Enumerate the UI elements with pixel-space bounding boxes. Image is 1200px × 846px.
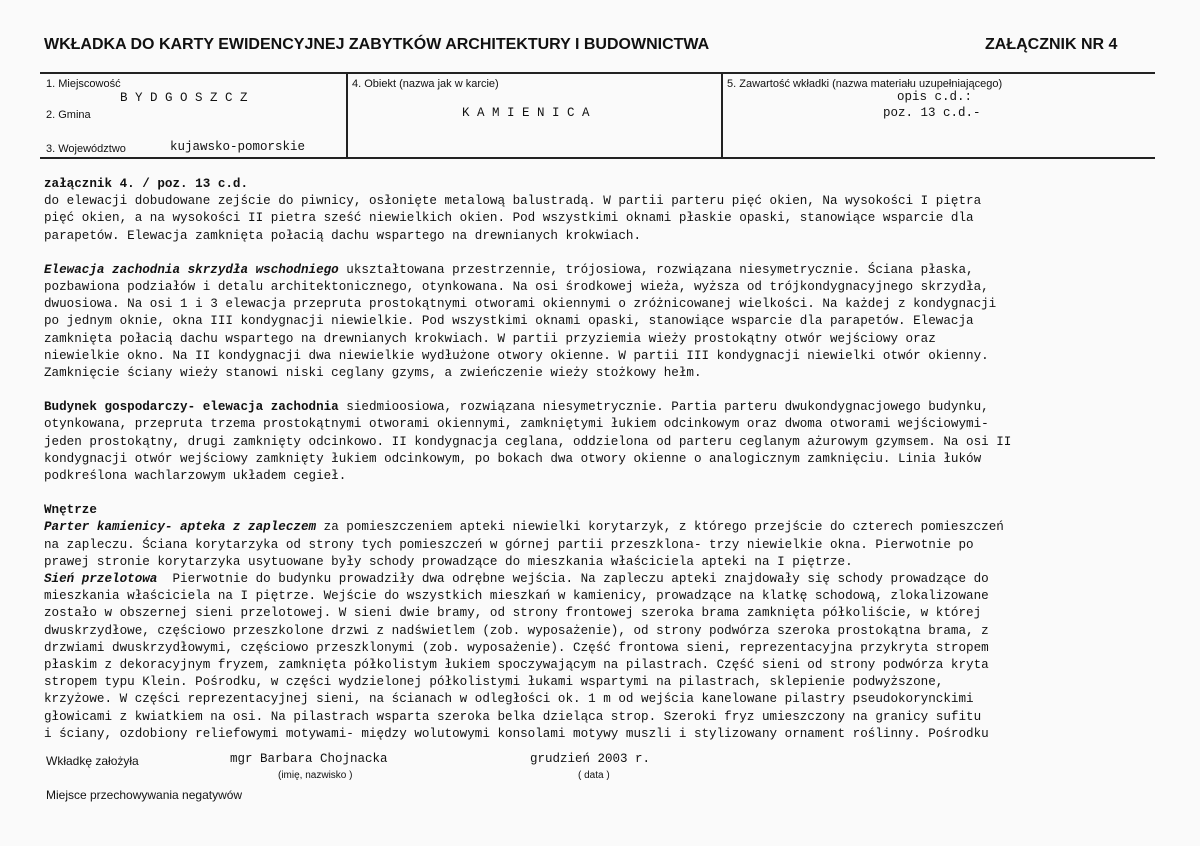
page-title: WKŁADKA DO KARTY EWIDENCYJNEJ ZABYTKÓW ARCHITEKTURY I BUDOWNICTWA (44, 36, 710, 53)
description-body (44, 176, 1174, 743)
section-heading: Elewacja zachodnia skrzydła wschodniego (44, 262, 339, 277)
text-line: otynkowana, przepruta trzema prostokątnymi otworami okiennymi, zamkniętymi łukiem odcinkowym oraz dwoma otworami wejściowymi- (44, 417, 989, 432)
text-line: dwuosiowa. Na osi 1 i 3 elewacja przepruta prostokątnymi otworami okiennymi o zróżnicowanej wielkości. Na każdej z kondygnacji (44, 297, 997, 312)
text-line: drzwiami dwuskrzydłowymi, częściowo przeszklonymi (zob. wyposażenie). Część frontowa sieni, reprezentacyjna przykryta stropem (44, 640, 989, 655)
section-heading: Budynek gospodarczy- elewacja zachodnia (44, 400, 339, 415)
text-line: Sień przelotowa Pierwotnie do budynku prowadziły dwa odrębne wejścia. Na zapleczu apteki znajdowały się schody prowadzące do (44, 572, 989, 587)
text-line: zostało w obszernej sieni przelotowej. W sieni dwie bramy, od strony frontowej szeroka brama zamknięta półkoliście, w której (44, 606, 982, 621)
text-line: krzyżowe. W części reprezentacyjnej sieni, na ścianach w odległości ok. 1 m od wejścia kanelowane pilastry pseudokorynckimi (44, 692, 974, 707)
author-value: mgr Barbara Chojnacka (230, 752, 388, 766)
text-line: Budynek gospodarczy- elewacja zachodnia siedmioosiowa, rozwiązana niesymetrycznie. Partia parteru dwukondygnacjowego budynku, (44, 400, 989, 415)
voivodeship-value: kujawsko-pomorskie (170, 140, 306, 154)
author-hint: (imię, nazwisko ) (278, 770, 353, 781)
text-line: Elewacja zachodnia skrzydła wschodniego ukształtowana przestrzennie, trójosiowa, rozwiązana niesymetrycznie. Ściana płaska, (44, 262, 974, 277)
form-bottom-rule (40, 157, 1155, 159)
author-label: Wkładkę założyła (46, 754, 139, 768)
text-line: płaskim z dekoracyjnym fryzem, zamknięta półkolistym łukiem spoczywającym na pilastrach. Część sieni od strony podwórza kryta (44, 658, 989, 673)
storage-label: Miejsce przechowywania negatywów (46, 788, 243, 802)
object-label: 4. Obiekt (nazwa jak w karcie) (352, 78, 499, 90)
text-line: mieszkania właściciela na I piętrze. Wejście do wszystkich mieszkań w kamienicy, prowadzące na klatkę schodową, zlokalizowane (44, 589, 989, 604)
text-line: Zamknięcie ściany wieży stanowi niski ceglany gzyms, a zwieńczenie wieży stożkowy hełm. (44, 366, 702, 381)
content-value-1: opis c.d.: (897, 90, 973, 104)
section-heading: załącznik 4. / poz. 13 c.d. (44, 177, 249, 191)
form-divider-2 (721, 73, 723, 158)
text-line: zamknięta połacią dachu wspartego na drewnianych krokwiach. W partii przyziemia wieży prostokątny otwór wejściowy oraz (44, 331, 936, 346)
subsection-heading: Parter kamienicy- apteka z zapleczem (44, 520, 317, 535)
text-line: i ściany, ozdobiony reliefowymi motywami- między wolutowymi konsolami motywy muszli i stylizowany ornament roślinny. Pośrodku (44, 726, 989, 741)
text-line: parapetów. Elewacja zamknięta połacią dachu wspartego na drewnianych krokwiach. (44, 228, 642, 243)
content-label: 5. Zawartość wkładki (nazwa materiału uzupełniającego) (727, 78, 1003, 90)
content-value-2: poz. 13 c.d.- (883, 106, 981, 120)
text-line: dwuskrzydłowe, częściowo przeszkolone drzwi z nadświetlem (zob. wyposażenie), od strony podwórza szeroka prostokątna brama, z (44, 623, 989, 638)
text-line: pozbawiona podziałów i detalu architektonicznego, otynkowana. Na osi środkowej wieża, wyższa od trójkondygnacyjnego skrzydła, (44, 280, 989, 295)
text-line: prawej stronie korytarzyka usytuowane były schody prowadzące do mieszkania właściciela apteki na I piętrze. (44, 554, 853, 569)
annex-number: ZAŁĄCZNIK NR 4 (985, 36, 1118, 53)
locality-label: 1. Miejscowość (46, 78, 121, 90)
text-line: jeden prostokątny, drugi zamknięty odcinkowo. II kondygnacja ceglana, oddzielona od parteru ceglanym ażurowym gzymsem. Na osi II (44, 434, 1012, 449)
subsection-heading: Sień przelotowa (44, 572, 158, 587)
text-line: Parter kamienicy- apteka z zapleczem za pomieszczeniem apteki niewielki korytarzyk, z którego przejście do czterech pomieszczeń (44, 520, 1004, 535)
text-line: do elewacji dobudowane zejście do piwnicy, osłonięte metalową balustradą. W partii parteru pięć okien, Na wysokości I piętra (44, 194, 982, 209)
section-heading: Wnętrze (44, 503, 97, 518)
text-line: niewielkie okno. Na II kondygnacji dwa niewielkie wydłużone otwory okienne. W partii III kondygnacji niewielki otwór okienny. (44, 348, 989, 363)
date-hint: ( data ) (578, 770, 610, 781)
form-divider-1 (346, 73, 348, 158)
voivodeship-label: 3. Województwo (46, 143, 126, 155)
text-line: kondygnacji otwór wejściowy zamknięty łukiem odcinkowym, po bokach dwa otwory okienne o analogicznym zamknięciu. Linia łuków (44, 451, 982, 466)
text-line: po jednym oknie, okna III kondygnacji niewielkie. Pod wszystkimi oknami opaski, stanowiące wsparcie dla parapetów. Elewacja (44, 314, 974, 329)
object-value: K A M I E N I C A (462, 106, 590, 120)
text-line: stropem typu Klein. Pośrodku, w części wydzielonej półkolistymi łukami wspartymi na pilastrach, sklepienie podwyższone, (44, 675, 944, 690)
commune-label: 2. Gmina (46, 109, 91, 121)
text-line: podkreślona wachlarzowym układem cegieł. (44, 469, 347, 484)
text-line: na zapleczu. Ściana korytarzyka od strony tych pomieszczeń w górnej partii przeszklona- trzy niewielkie okna. Pierwotnie po (44, 537, 974, 552)
date-value: grudzień 2003 r. (530, 752, 651, 766)
text-line: głowicami z kwiatkiem na osi. Na pilastrach wsparta szeroka belka dzieląca strop. Szeroki fryz umieszczony na granicy sufitu (44, 709, 982, 724)
locality-value: B Y D G O S Z C Z (120, 91, 248, 105)
text-line: pięć okien, a na wysokości II pietra sześć niewielkich okien. Pod wszystkimi oknami płaskie opaski, stanowiące wsparcie dla (44, 211, 974, 226)
form-top-rule (40, 72, 1155, 74)
